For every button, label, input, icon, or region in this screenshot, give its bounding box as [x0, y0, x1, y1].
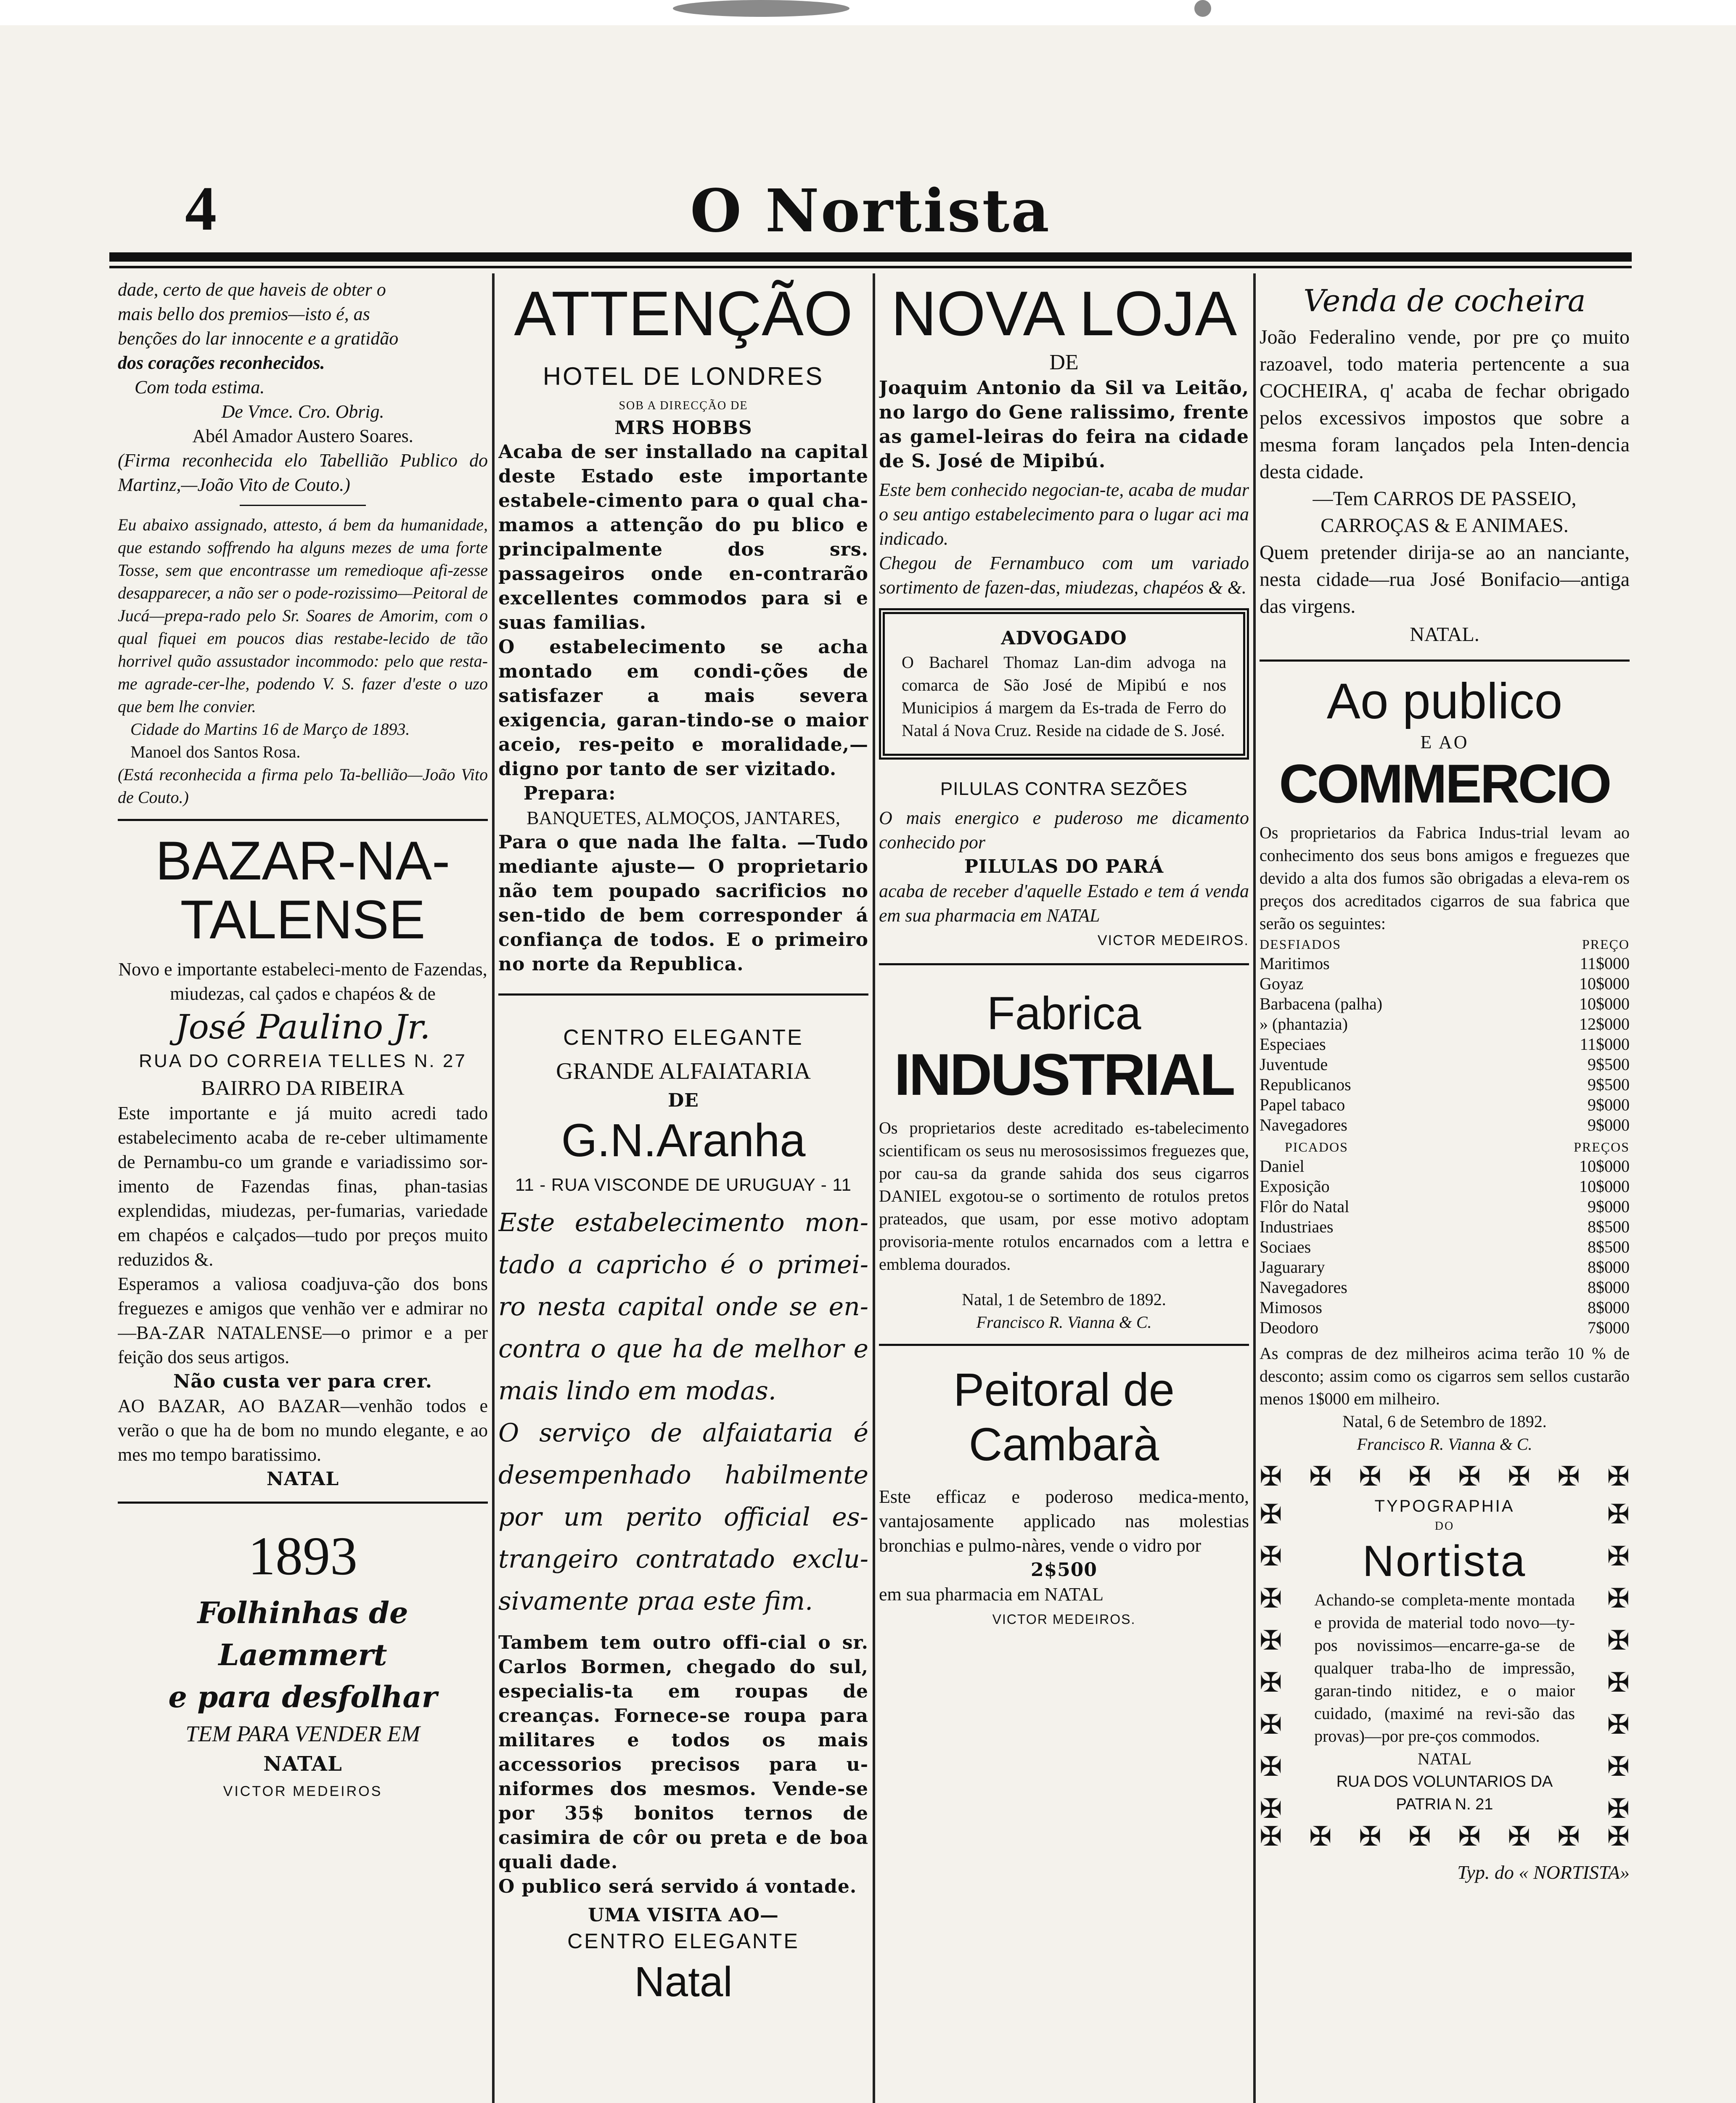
- hotel-meals: BANQUETES, ALMOÇOS, JANTARES,: [527, 808, 840, 828]
- product-price: 7$000: [1588, 1318, 1630, 1337]
- hotel-manager: MRS HOBBS: [614, 417, 752, 439]
- product-name: Navegadores: [1260, 1278, 1347, 1297]
- cambara-seller: VICTOR MEDEIROS.: [992, 1612, 1136, 1627]
- bazar-owner: José Paulino Jr.: [175, 1007, 431, 1046]
- picados-label: PICADOS: [1285, 1139, 1348, 1155]
- desfiados-price-list: [1260, 954, 1630, 1135]
- ornament-border: ✠ ✠ ✠ ✠ ✠ ✠ ✠ ✠: [1260, 1499, 1282, 1824]
- tailor-address: 11 - RUA VISCONDE DE URUGUAY - 11: [515, 1175, 852, 1195]
- pills-seller: VICTOR MEDEIROS.: [1097, 932, 1249, 948]
- product-name: Deodoro: [1260, 1318, 1318, 1337]
- pills-body: O mais energico e puderoso me dicamento conhecido por: [879, 808, 1249, 853]
- almanac-city: NATAL: [263, 1752, 342, 1776]
- tailor-owner: G.N.Aranha: [561, 1115, 806, 1166]
- tailor-visit-name: CENTRO ELEGANTE: [567, 1929, 799, 1953]
- typography-heading: TYPOGRAPHIA: [1374, 1497, 1515, 1515]
- stable-title: Venda de cocheira: [1303, 283, 1586, 318]
- ornament-border: ✠ ✠ ✠ ✠ ✠ ✠ ✠ ✠: [1260, 1462, 1630, 1491]
- factory-body: Os proprietarios deste acreditado es-tabelecimento scientificam os seus nu merososissimos freguezes que, por cau-sa da grande sahida dos seus cigarros DANIEL exgotou-se o sortimento de rotulos pretos prateados, que usam, por esse motivo adoptam provisoria-mente rotulos encarnados com a lettra e emblema dourados.: [879, 1118, 1249, 1274]
- tailor-body: Tambem tem outro offi-cial o sr. Carlos Bormen, chegado do sul, especialis-ta em roupas de creanças. Fornece-se roupa para militares e todos os mais accessorios precisos para u-niformes dos mesmos. Vende-se por 35$ bonitos ternos de casimira de côr ou preta e de boa quali dade.: [498, 1632, 868, 1873]
- hotel-prepara: Prepara:: [524, 783, 616, 804]
- tailor-script: Este estabelecimento mon-tado a capricho é o primei-ro nesta capital onde se en-contra o que ha de melhor e mais lindo em modas.: [498, 1208, 868, 1406]
- new-store-body: Chegou de Fernambuco com um variado sortimento de fazen-das, miudezas, chapéos & &.: [879, 553, 1249, 598]
- typography-do: DO: [1434, 1520, 1455, 1533]
- product-price: 8$000: [1588, 1278, 1630, 1297]
- notary-note: (Firma reconhecida elo Tabellião Publico do Martinz,—João Vito de Couto.): [118, 450, 488, 495]
- lawyer-title: ADVOGADO: [1001, 628, 1127, 649]
- tailor-script: O serviço de alfaiataria é desempenhado habilmente por um perito official es-trangeiro contratado exclu-sivamente praa este fim.: [498, 1418, 868, 1616]
- tailor-visit: UMA VISITA AO—: [588, 1904, 779, 1926]
- ornament-border: ✠ ✠ ✠ ✠ ✠ ✠ ✠ ✠: [1260, 1822, 1630, 1851]
- scan-smudge: [1194, 0, 1211, 17]
- bazar-body: Este importante e já muito acredi tado estabelecimento acaba de re-ceber ultimamente de Pernambu-co um grande e variadissimo sor-imento de Fazendas finas, phan-tasias explendidas, miudezas, per-fumarias, variedade em chapéos e calçados—tudo por preços muito reduzidos &.: [118, 1103, 488, 1270]
- bazar-slogan: Não custa ver para crer.: [173, 1371, 432, 1392]
- attestation-text: Eu abaixo assignado, attesto, á bem da humanidade, que estando soffrendo ha alguns mezes de uma forte Tosse, sem que encontrasse um remedioque afi-zesse desapparecer, a não ser o pode-rozissimo—Peitoral de Jucá—prepa-rado pelo Sr. Soares de Amorim, com o qual fiquei em poucos dias restabe-lecido de tão horrivel quão assustador incommodo: pelo que resta-me agrade-cer-lhe, podendo V. S. fazer d'este o uzo que bem lhe convier.: [118, 515, 488, 716]
- price-row: [1260, 974, 1630, 994]
- almanac-title: Folhinhas de Laemmert: [197, 1595, 408, 1672]
- letter-closing: Com toda estima.: [135, 377, 265, 397]
- tailor-shop-kind: GRANDE ALFAIATARIA: [556, 1058, 811, 1084]
- product-name: Maritimos: [1260, 954, 1330, 973]
- new-store-de: DE: [1049, 350, 1079, 374]
- stable-city: NATAL.: [1410, 623, 1479, 646]
- product-name: Juventude: [1260, 1055, 1328, 1074]
- commerce-date: Natal, 6 de Setembro de 1892.: [1342, 1412, 1547, 1431]
- ornament-border: ✠ ✠ ✠ ✠ ✠ ✠ ✠ ✠: [1607, 1499, 1630, 1824]
- bazar-body: Esperamos a valiosa coadjuva-ção dos bons freguezes e amigos que venhão ver e admirar no—BA-ZAR NATALENSE—o primor e a per feição dos seus artigos.: [118, 1274, 488, 1367]
- tailor-shop-name: CENTRO ELEGANTE: [563, 1025, 804, 1050]
- almanac-subtitle: e para desfolhar: [168, 1679, 437, 1714]
- tailor-de: DE: [668, 1090, 699, 1111]
- tailor-city: Natal: [634, 1958, 733, 2005]
- product-price: 9$500: [1588, 1055, 1630, 1074]
- bazar-address: RUA DO CORREIA TELLES N. 27: [139, 1051, 467, 1071]
- newspaper-title: O Nortista: [690, 177, 1051, 246]
- factory-title: Fabrica: [987, 988, 1141, 1039]
- bazar-intro: Novo e importante estabeleci-mento de Fazendas, miudezas, cal çados e chapéos & de: [118, 959, 487, 1004]
- product-price: 11$000: [1580, 954, 1630, 973]
- stable-body: Quem pretender dirija-se ao an nanciante, nesta cidade—rua José Bonifacio—antiga das virgens.: [1260, 541, 1630, 617]
- hotel-body: Para o que nada lhe falta. —Tudo mediante ajuste— O proprietario não tem poupado sacrificios no sen-tido de bem corresponder á confiança de todos. E o primeiro no norte da Republica.: [498, 832, 868, 975]
- product-price: 8$500: [1588, 1237, 1630, 1256]
- almanac-sale: TEM PARA VENDER EM: [185, 1721, 420, 1746]
- letter-line: benções do lar innocente e a gratidão: [118, 328, 399, 349]
- product-price: 9$500: [1588, 1075, 1630, 1094]
- price-row: [1260, 1156, 1630, 1176]
- product-price: 12$000: [1579, 1014, 1630, 1033]
- product-price: 11$000: [1580, 1035, 1630, 1054]
- tailor-served: O publico será servido á vontade.: [498, 1876, 857, 1897]
- letter-signer: Abél Amador Austero Soares.: [192, 426, 413, 446]
- typography-body: Achando-se completa-mente montada e provida de material todo novo—ty-pos novissimos—encarre-ga-se de qualquer traba-lho de impressão, garan-tindo nitidez, e o maior cuidado, (maximé na revi-são das provas)—por pre-ços commodos.: [1314, 1590, 1575, 1745]
- divider: [118, 1502, 488, 1504]
- new-store-title: NOVA LOJA: [891, 278, 1237, 349]
- factory-signature: Francisco R. Vianna & C.: [976, 1313, 1152, 1332]
- product-name: Industriaes: [1260, 1217, 1334, 1236]
- public-title: Ao publico: [1326, 673, 1563, 729]
- price-row: [1260, 1277, 1630, 1298]
- product-price: 9$000: [1588, 1115, 1630, 1134]
- column-4: [1260, 278, 1630, 2103]
- product-price: 9$000: [1588, 1197, 1630, 1216]
- typography-address: RUA DOS VOLUNTARIOS DA PATRIA N. 21: [1336, 1773, 1553, 1813]
- almanac-seller: VICTOR MEDEIROS: [223, 1783, 383, 1799]
- product-name: Goyaz: [1260, 974, 1304, 993]
- bazar-title: BAZAR-NA-TALENSE: [155, 830, 450, 950]
- divider: [240, 505, 366, 506]
- product-name: Barbacena (palha): [1260, 994, 1383, 1013]
- letter-signature: De Vmce. Cro. Obrig.: [221, 401, 384, 422]
- attention-title: ATTENÇÃO: [514, 278, 853, 349]
- product-price: 9$000: [1588, 1095, 1630, 1114]
- bazar-city: NATAL: [266, 1468, 339, 1490]
- product-name: Jaguarary: [1260, 1258, 1325, 1277]
- factory-industrial: INDUSTRIAL: [894, 1041, 1234, 1107]
- masthead: [109, 160, 1632, 244]
- bazar-body: AO BAZAR, AO BAZAR—venhão todos e verão o que ha de bom no mundo elegante, e ao mes mo tempo baratissimo.: [118, 1396, 488, 1465]
- masthead-rule: [109, 252, 1632, 262]
- product-name: Mimosos: [1260, 1298, 1322, 1317]
- price-row: [1260, 1318, 1630, 1338]
- price-row: [1260, 1237, 1630, 1257]
- price-row: [1260, 1176, 1630, 1197]
- scan-smudge: [673, 0, 849, 17]
- divider: [1260, 660, 1630, 662]
- stable-body: João Federalino vende, por pre ço muito razoavel, todo materia pertencente a sua COCHEIRA, q' acaba de fechar obrigado pelos excessivos impostos que sobre a mesma foram lançados pela Inten-dencia desta cidade.: [1260, 326, 1630, 483]
- year-heading: 1893: [248, 1526, 357, 1587]
- price-row: [1260, 1054, 1630, 1075]
- price-row: [1260, 1095, 1630, 1115]
- divider: [118, 819, 488, 821]
- column-divider: [1253, 273, 1256, 2103]
- product-name: » (phantazia): [1260, 1014, 1348, 1033]
- product-price: 8$000: [1588, 1258, 1630, 1277]
- typography-name: Nortista: [1362, 1537, 1527, 1586]
- typography-content: [1314, 1494, 1575, 1816]
- price-row: [1260, 1298, 1630, 1318]
- price-row: [1260, 1197, 1630, 1217]
- letter-line: dos corações reconhecidos.: [118, 352, 325, 373]
- product-name: Especiaes: [1260, 1035, 1326, 1054]
- column-1: [118, 278, 488, 2103]
- cambara-body: Este efficaz e poderoso medica-mento, vantajosamente applicado nas molestias bronchias e pulmo-nàres, vende o vidro por: [879, 1486, 1249, 1556]
- typography-ad: [1260, 1460, 1630, 1854]
- lawyer-body: O Bacharel Thomaz Lan-dim advoga na comarca de São José de Mipibú e nos Municipios á margem da Es-trada de Ferro do Natal á Nova Cruz. Reside na cidade de S. José.: [902, 653, 1226, 740]
- letter-line: mais bello dos premios—isto é, as: [118, 304, 370, 324]
- attestation-signer: Manoel dos Santos Rosa.: [130, 742, 301, 761]
- cambara-price: 2$500: [1030, 1559, 1098, 1581]
- price-table-header: [1260, 935, 1630, 954]
- cambara-title: Peitoral de Cambarà: [953, 1364, 1175, 1470]
- letter-ending: [118, 278, 488, 375]
- pills-name: PILULAS DO PARÁ: [964, 856, 1164, 877]
- notary-note: (Está reconhecida a firma pelo Ta-bellião—João Vito de Couto.): [118, 765, 488, 807]
- price-row: [1260, 1217, 1630, 1237]
- price-row: [1260, 1075, 1630, 1095]
- product-name: Daniel: [1260, 1157, 1305, 1176]
- product-price: 8$000: [1588, 1298, 1630, 1317]
- prices-label: PREÇOS: [1574, 1139, 1630, 1155]
- product-name: Navegadores: [1260, 1115, 1347, 1134]
- printer-imprint: Typ. do « NORTISTA»: [1457, 1862, 1630, 1883]
- hotel-body: O estabelecimento se acha montado em condi-ções de satisfazer a mais severa exigencia, garan-tindo-se o maior aceio, res-peito e moralidade,—digno por tanto de ser vizitado.: [498, 636, 868, 780]
- column-2: [498, 278, 868, 2103]
- price-row: [1260, 994, 1630, 1014]
- commerce-title: COMMERCIO: [1279, 753, 1610, 814]
- pills-body: acaba de receber d'aquelle Estado e tem á venda em sua pharmacia em NATAL: [879, 881, 1249, 926]
- commerce-discount: As compras de dez milheiros acima terão 10 % de desconto; assim como os cigarros sem sellos custarão menos 1$000 em milheiro.: [1260, 1344, 1630, 1408]
- divider: [879, 963, 1249, 965]
- product-price: 10$000: [1579, 1157, 1630, 1176]
- divider: [498, 993, 868, 996]
- column-3: [879, 278, 1249, 2103]
- new-store-owner: Joaquim Antonio da Sil va Leitão, no largo do Gene ralissimo, frente as gamel-leiras do feira na cidade de S. José de Mipibú.: [879, 377, 1249, 472]
- new-store-body: Este bem conhecido negocian-te, acaba de mudar o seu antigo estabelecimento para o lugar aci ma indicado.: [879, 479, 1249, 549]
- cambara-where: em sua pharmacia em NATAL: [879, 1584, 1104, 1605]
- masthead-rule-thin: [109, 266, 1632, 268]
- typography-city: NATAL: [1418, 1749, 1471, 1768]
- commerce-body: Os proprietarios da Fabrica Indus-trial levam ao conhecimento dos seus bons amigos e freguezes que devido a alta dos fumos são obrigadas a eleva-rem os preços dos acreditados cigarros de sua fabrica que serão os seguintes:: [1260, 823, 1630, 933]
- hotel-direction: SOB A DIRECÇÃO DE: [619, 399, 748, 412]
- lawyer-notice: [879, 608, 1249, 760]
- bazar-district: BAIRRO DA RIBEIRA: [201, 1076, 405, 1099]
- product-name: Exposição: [1260, 1177, 1330, 1196]
- product-price: 10$000: [1579, 994, 1630, 1013]
- pills-title: PILULAS CONTRA SEZÕES: [940, 779, 1188, 799]
- price-row: [1260, 1115, 1630, 1135]
- column-divider: [873, 273, 875, 2103]
- hotel-name: HOTEL DE LONDRES: [542, 362, 824, 390]
- product-name: Republicanos: [1260, 1075, 1351, 1094]
- letter-line: dade, certo de que haveis de obter o: [118, 279, 386, 300]
- price-table-header: [1260, 1138, 1630, 1156]
- picados-price-list: [1260, 1156, 1630, 1338]
- public-e-ao: E AO: [1420, 732, 1469, 752]
- stable-body: —Tem CARROS DE PASSEIO, CARROÇAS & E ANIMAES.: [1313, 487, 1577, 537]
- product-name: Papel tabaco: [1260, 1095, 1345, 1114]
- desfiados-label: DESFIADOS: [1260, 937, 1342, 952]
- attestation-date: Cidade do Martins 16 de Março de 1893.: [130, 720, 410, 739]
- price-row: [1260, 954, 1630, 974]
- price-row: [1260, 1034, 1630, 1054]
- product-name: Sociaes: [1260, 1237, 1311, 1256]
- divider: [879, 1344, 1249, 1346]
- price-row: [1260, 1257, 1630, 1277]
- hotel-body: Acaba de ser installado na capital deste Estado este importante estabele-cimento para o qual cha-mamos a attenção do pu blico e principalmente dos srs. passageiros onde en-contrarão excellentes commodos para si e suas familias.: [498, 441, 868, 633]
- product-name: Flôr do Natal: [1260, 1197, 1350, 1216]
- column-divider: [492, 273, 495, 2103]
- product-price: 10$000: [1579, 974, 1630, 993]
- product-price: 8$500: [1588, 1217, 1630, 1236]
- product-price: 10$000: [1579, 1177, 1630, 1196]
- page-number: 4: [185, 174, 217, 244]
- price-label: PREÇO: [1582, 937, 1630, 952]
- commerce-signature: Francisco R. Vianna & C.: [1357, 1435, 1532, 1454]
- price-row: [1260, 1014, 1630, 1034]
- scan-edge-top: [0, 0, 1736, 25]
- factory-date: Natal, 1 de Setembro de 1892.: [962, 1290, 1166, 1309]
